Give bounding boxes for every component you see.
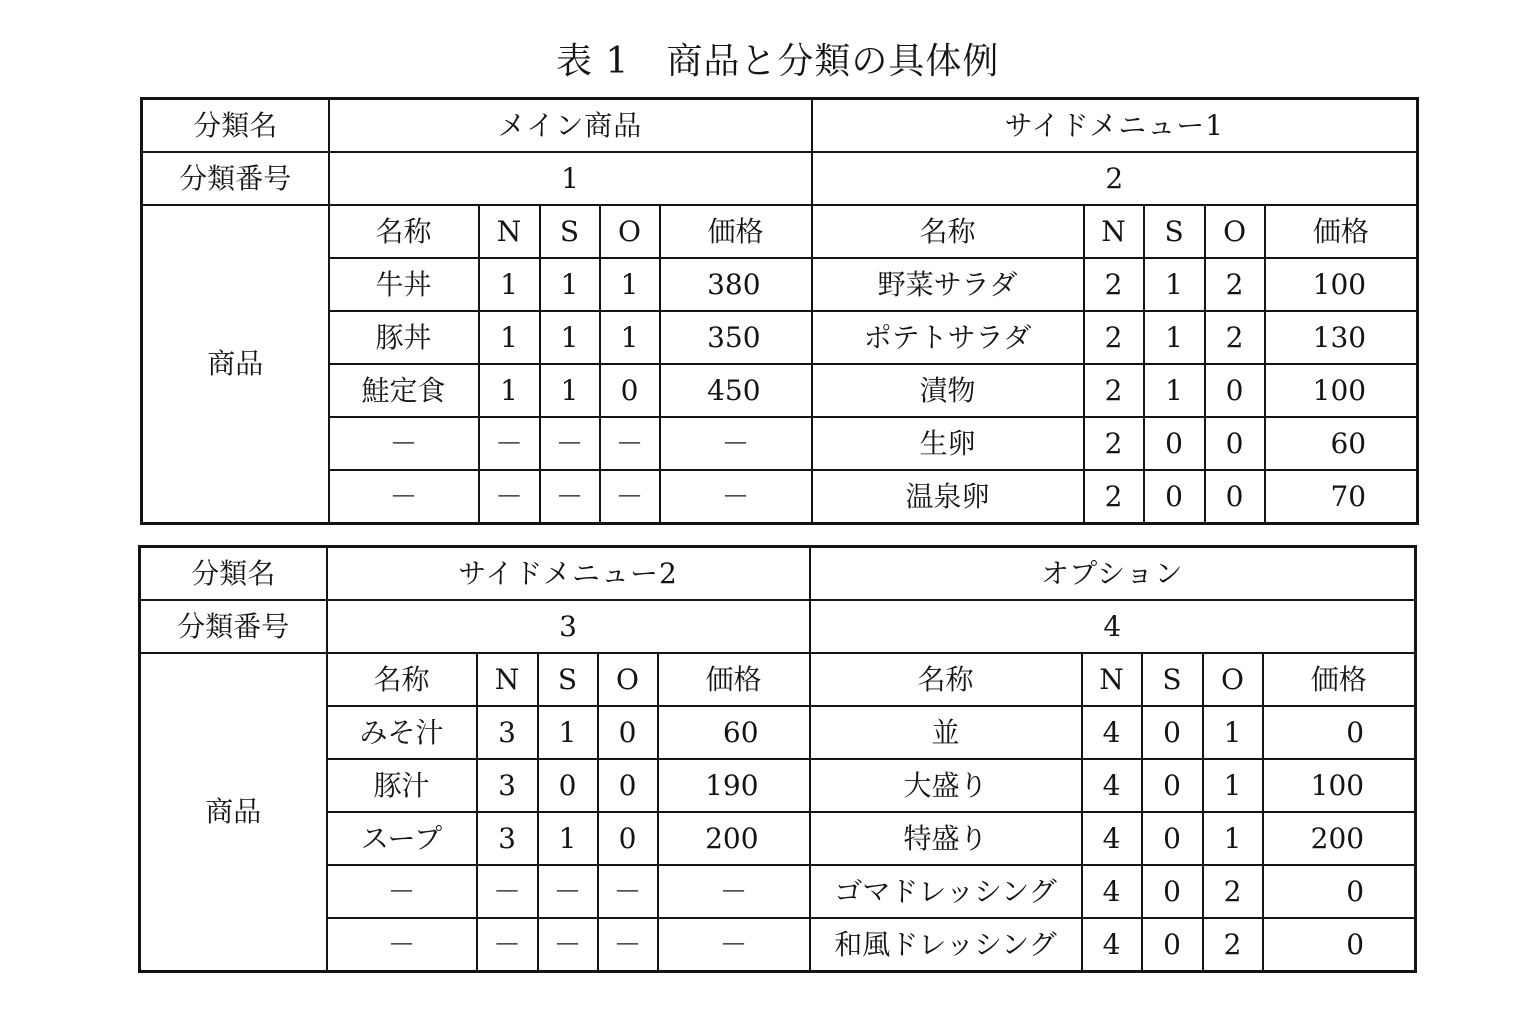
price-cell: 100 (1265, 364, 1418, 417)
o-value-cell: － (600, 417, 660, 470)
table-row (142, 311, 1418, 364)
s-value-cell: 0 (1144, 417, 1205, 470)
o-value-cell: 2 (1205, 311, 1265, 364)
table-row (142, 470, 1418, 524)
n-value-cell: － (477, 918, 538, 972)
column-header-n: N (1084, 205, 1144, 258)
column-header-n: N (479, 205, 540, 258)
item-name-cell: － (329, 417, 479, 470)
s-value-cell: 0 (538, 759, 598, 812)
price-cell: 450 (660, 364, 812, 417)
item-name-cell: 漬物 (812, 364, 1084, 417)
o-value-cell: 0 (1205, 470, 1265, 524)
price-cell: － (658, 918, 810, 972)
column-header-row (142, 205, 1418, 258)
n-value-cell: 2 (1084, 364, 1144, 417)
n-value-cell: 4 (1082, 918, 1142, 972)
price-cell: 130 (1265, 311, 1418, 364)
price-cell: － (658, 865, 810, 918)
price-cell: 100 (1263, 759, 1416, 812)
o-value-cell: 1 (600, 311, 660, 364)
s-value-cell: 1 (538, 812, 598, 865)
column-header-n: N (477, 653, 538, 706)
category-name-row (140, 547, 1416, 601)
n-value-cell: 4 (1082, 865, 1142, 918)
o-value-cell: 1 (1203, 706, 1263, 759)
price-cell: 100 (1265, 258, 1418, 311)
category-name-cell: メイン商品 (329, 99, 812, 153)
n-value-cell: － (477, 865, 538, 918)
s-value-cell: 1 (1144, 364, 1205, 417)
category-name-cell: サイドメニュー1 (812, 99, 1418, 153)
o-value-cell: 0 (598, 812, 658, 865)
category-number-cell: 4 (810, 600, 1416, 653)
item-name-cell: － (329, 470, 479, 524)
column-header-name: 名称 (329, 205, 479, 258)
category-number-label: 分類番号 (142, 152, 329, 205)
o-value-cell: － (598, 918, 658, 972)
s-value-cell: 0 (1142, 918, 1203, 972)
o-value-cell: 0 (600, 364, 660, 417)
n-value-cell: 2 (1084, 311, 1144, 364)
item-name-cell: 生卵 (812, 417, 1084, 470)
item-name-cell: 鮭定食 (329, 364, 479, 417)
price-cell: 380 (660, 258, 812, 311)
o-value-cell: 0 (598, 706, 658, 759)
o-value-cell: 2 (1205, 258, 1265, 311)
column-header-name: 名称 (812, 205, 1084, 258)
n-value-cell: 2 (1084, 417, 1144, 470)
column-header-price: 価格 (660, 205, 812, 258)
price-cell: 0 (1263, 918, 1416, 972)
n-value-cell: 1 (479, 258, 540, 311)
table-row (140, 865, 1416, 918)
table-row (142, 364, 1418, 417)
column-header-name: 名称 (810, 653, 1082, 706)
o-value-cell: 0 (1205, 364, 1265, 417)
price-cell: 70 (1265, 470, 1418, 524)
o-value-cell: 1 (1203, 759, 1263, 812)
category-name-cell: サイドメニュー2 (327, 547, 810, 601)
column-header-o: O (598, 653, 658, 706)
category-name-cell: オプション (810, 547, 1416, 601)
price-cell: 60 (658, 706, 810, 759)
table-row (140, 918, 1416, 972)
n-value-cell: 2 (1084, 470, 1144, 524)
price-cell: 200 (658, 812, 810, 865)
column-header-n: N (1082, 653, 1142, 706)
n-value-cell: － (479, 417, 540, 470)
category-table-1 (140, 97, 1419, 525)
price-cell: 60 (1265, 417, 1418, 470)
s-value-cell: 1 (540, 311, 600, 364)
category-name-row (142, 99, 1418, 153)
column-header-price: 価格 (658, 653, 810, 706)
s-value-cell: 0 (1142, 865, 1203, 918)
price-cell: 190 (658, 759, 810, 812)
item-name-cell: 大盛り (810, 759, 1082, 812)
s-value-cell: 0 (1142, 759, 1203, 812)
category-number-label: 分類番号 (140, 600, 327, 653)
category-number-row (142, 152, 1418, 205)
table-row (142, 417, 1418, 470)
column-header-s: S (538, 653, 598, 706)
price-cell: 0 (1263, 865, 1416, 918)
column-header-o: O (600, 205, 660, 258)
n-value-cell: 1 (479, 364, 540, 417)
n-value-cell: 3 (477, 759, 538, 812)
n-value-cell: 3 (477, 812, 538, 865)
category-number-cell: 3 (327, 600, 810, 653)
item-name-cell: ポテトサラダ (812, 311, 1084, 364)
column-header-row (140, 653, 1416, 706)
price-cell: － (660, 470, 812, 524)
o-value-cell: 2 (1203, 865, 1263, 918)
column-header-price: 価格 (1263, 653, 1416, 706)
o-value-cell: 1 (600, 258, 660, 311)
s-value-cell: 1 (538, 706, 598, 759)
s-value-cell: － (538, 865, 598, 918)
n-value-cell: 2 (1084, 258, 1144, 311)
category-number-cell: 2 (812, 152, 1418, 205)
item-name-cell: 牛丼 (329, 258, 479, 311)
table-row (140, 759, 1416, 812)
item-name-cell: 野菜サラダ (812, 258, 1084, 311)
category-table-2 (138, 545, 1417, 973)
price-cell: － (660, 417, 812, 470)
item-name-cell: 豚丼 (329, 311, 479, 364)
n-value-cell: 4 (1082, 759, 1142, 812)
category-number-row (140, 600, 1416, 653)
column-header-o: O (1203, 653, 1263, 706)
s-value-cell: 1 (1144, 311, 1205, 364)
s-value-cell: 0 (1144, 470, 1205, 524)
s-value-cell: － (540, 470, 600, 524)
item-name-cell: ゴマドレッシング (810, 865, 1082, 918)
s-value-cell: 0 (1142, 812, 1203, 865)
products-label: 商品 (142, 205, 329, 524)
s-value-cell: 0 (1142, 706, 1203, 759)
item-name-cell: スープ (327, 812, 477, 865)
category-name-label: 分類名 (140, 547, 327, 601)
item-name-cell: 特盛り (810, 812, 1082, 865)
s-value-cell: － (540, 417, 600, 470)
o-value-cell: － (600, 470, 660, 524)
item-name-cell: － (327, 865, 477, 918)
category-number-cell: 1 (329, 152, 812, 205)
price-cell: 200 (1263, 812, 1416, 865)
table-row (140, 812, 1416, 865)
o-value-cell: 0 (1205, 417, 1265, 470)
s-value-cell: － (538, 918, 598, 972)
products-label: 商品 (140, 653, 327, 972)
o-value-cell: 1 (1203, 812, 1263, 865)
column-header-o: O (1205, 205, 1265, 258)
table-row (140, 706, 1416, 759)
s-value-cell: 1 (540, 258, 600, 311)
s-value-cell: 1 (540, 364, 600, 417)
s-value-cell: 1 (1144, 258, 1205, 311)
item-name-cell: － (327, 918, 477, 972)
n-value-cell: 3 (477, 706, 538, 759)
o-value-cell: － (598, 865, 658, 918)
item-name-cell: みそ汁 (327, 706, 477, 759)
o-value-cell: 2 (1203, 918, 1263, 972)
column-header-s: S (540, 205, 600, 258)
item-name-cell: 豚汁 (327, 759, 477, 812)
column-header-s: S (1144, 205, 1205, 258)
price-cell: 0 (1263, 706, 1416, 759)
o-value-cell: 0 (598, 759, 658, 812)
n-value-cell: 4 (1082, 812, 1142, 865)
table-caption: 表 1 商品と分類の具体例 (556, 41, 1000, 82)
table-row (142, 258, 1418, 311)
n-value-cell: 4 (1082, 706, 1142, 759)
price-cell: 350 (660, 311, 812, 364)
column-header-name: 名称 (327, 653, 477, 706)
n-value-cell: 1 (479, 311, 540, 364)
item-name-cell: 和風ドレッシング (810, 918, 1082, 972)
item-name-cell: 並 (810, 706, 1082, 759)
category-name-label: 分類名 (142, 99, 329, 153)
column-header-price: 価格 (1265, 205, 1418, 258)
item-name-cell: 温泉卵 (812, 470, 1084, 524)
column-header-s: S (1142, 653, 1203, 706)
n-value-cell: － (479, 470, 540, 524)
